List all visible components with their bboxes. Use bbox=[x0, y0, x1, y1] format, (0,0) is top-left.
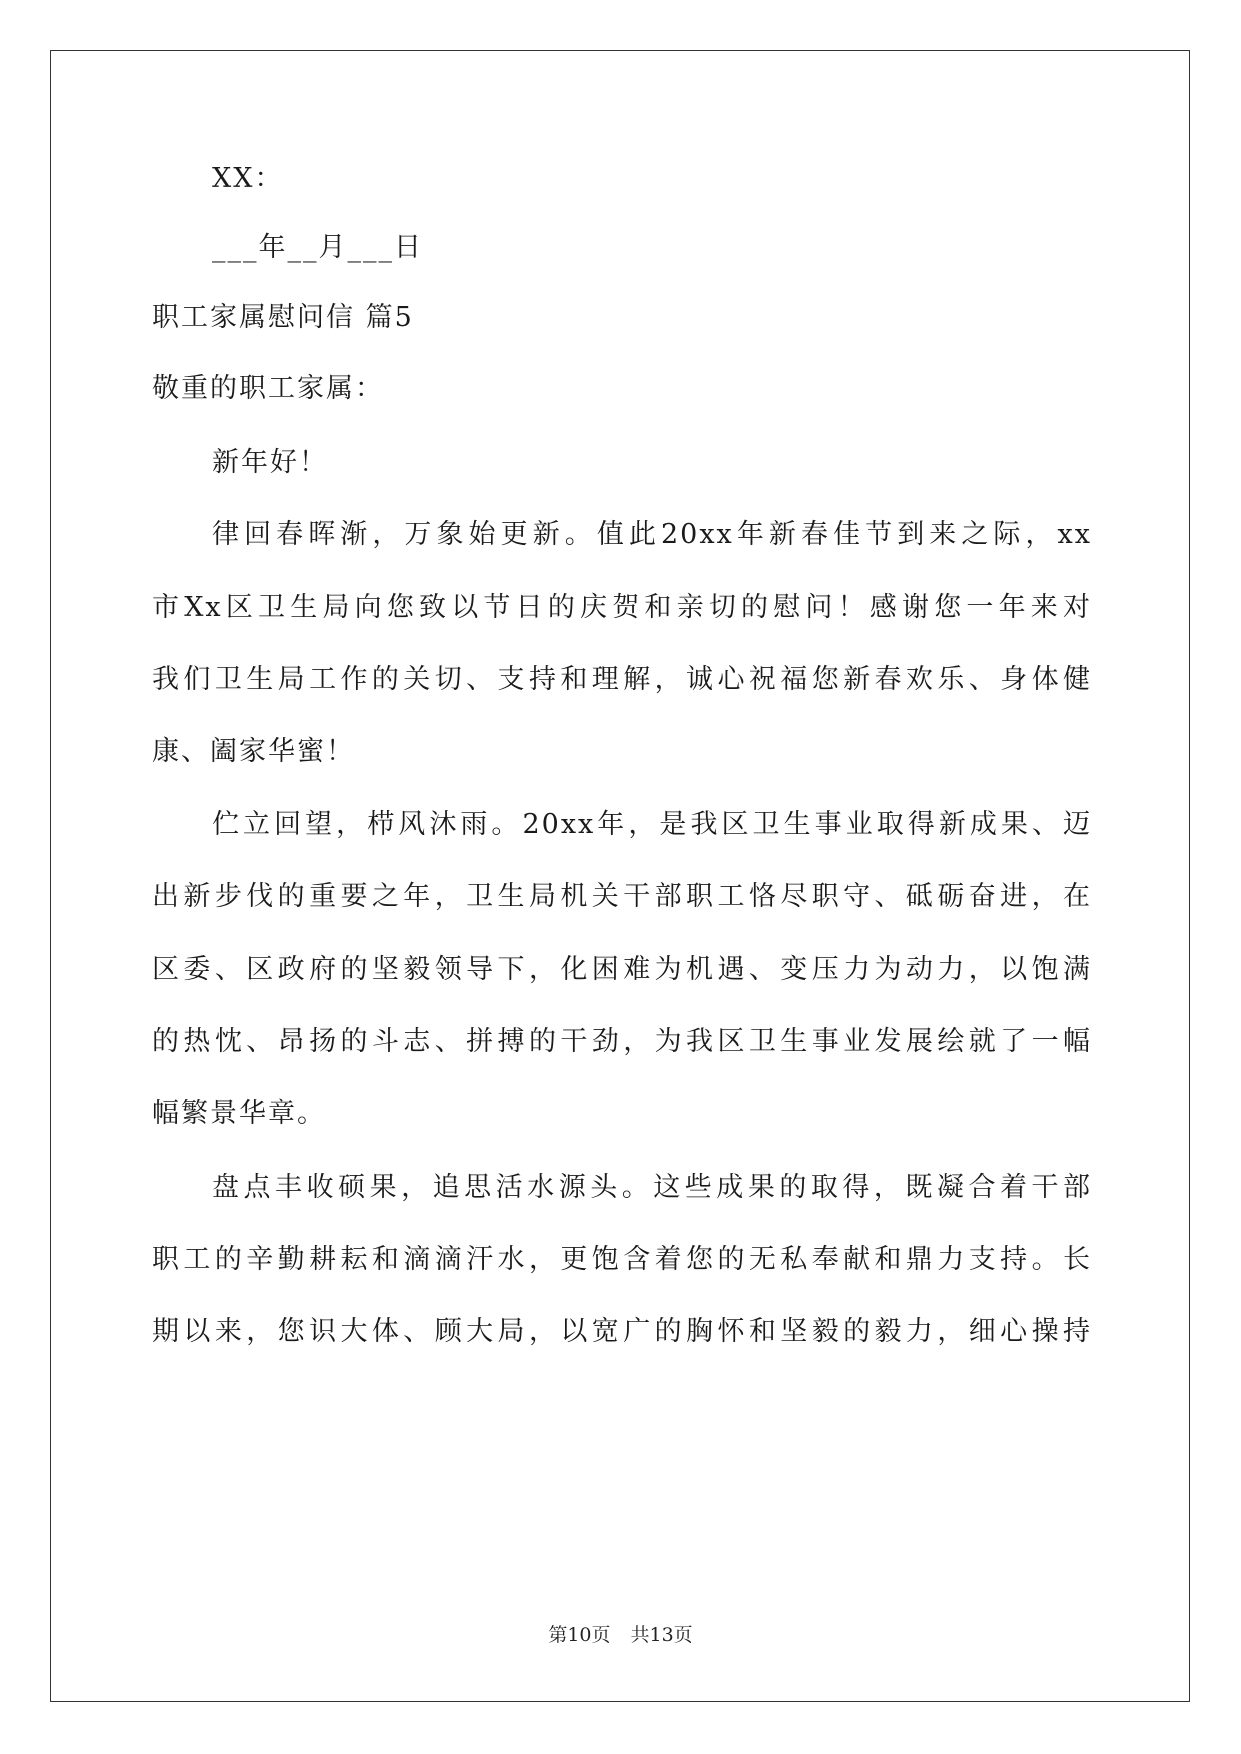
paragraph-2-line-4: 的热忱、昂扬的斗志、拼搏的干劲，为我区卫生事业发展绘就了一幅 bbox=[152, 1026, 1092, 1057]
paragraph-2-line-1: 伫立回望，栉风沐雨。20xx年，是我区卫生事业取得新成果、迈 bbox=[212, 809, 1092, 840]
paragraph-2-line-2: 出新步伐的重要之年，卫生局机关干部职工恪尽职守、砥砺奋进，在 bbox=[152, 881, 1092, 912]
greeting-line: 敬重的职工家属： bbox=[152, 373, 384, 404]
paragraph-3-line-1: 盘点丰收硕果，追思活水源头。这些成果的取得，既凝合着干部 bbox=[212, 1172, 1092, 1203]
page-number-current: 第10页 bbox=[548, 1624, 611, 1646]
date-line: ___年__月___日 bbox=[212, 232, 423, 263]
paragraph-3-line-2: 职工的辛勤耕耘和滴滴汗水，更饱含着您的无私奉献和鼎力支持。长 bbox=[152, 1244, 1092, 1275]
paragraph-1-line-3: 我们卫生局工作的关切、支持和理解，诚心祝福您新春欢乐、身体健 bbox=[152, 664, 1092, 695]
paragraph-1-line-2: 市Xx区卫生局向您致以节日的庆贺和亲切的慰问！感谢您一年来对 bbox=[152, 592, 1092, 623]
paragraph-1-line-4: 康、阖家华蜜！ bbox=[152, 736, 355, 767]
paragraph-3-line-3: 期以来，您识大体、顾大局，以宽广的胸怀和坚毅的毅力，细心操持 bbox=[152, 1316, 1092, 1347]
paragraph-2-line-5: 幅繁景华章。 bbox=[152, 1098, 326, 1129]
page-number-total: 共13页 bbox=[630, 1624, 693, 1646]
paragraph-1-line-1: 律回春晖渐，万象始更新。值此20xx年新春佳节到来之际，xx bbox=[212, 519, 1092, 550]
section-title: 职工家属慰问信 篇5 bbox=[152, 302, 414, 333]
paragraph-2-line-3: 区委、区政府的坚毅领导下，化困难为机遇、变压力为动力，以饱满 bbox=[152, 954, 1092, 985]
page-footer bbox=[0, 1622, 1241, 1648]
new-year-line: 新年好！ bbox=[212, 447, 328, 478]
salutation-line: XX： bbox=[212, 163, 284, 194]
